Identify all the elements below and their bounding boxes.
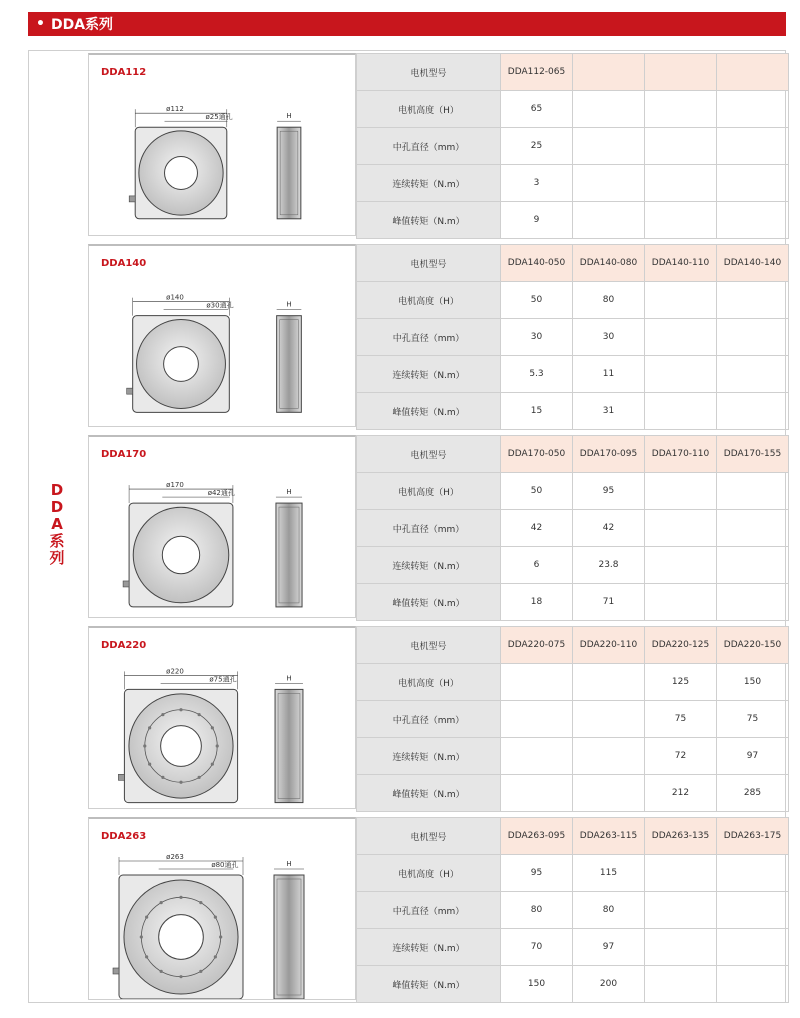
bolt-hole xyxy=(211,763,214,766)
value-cell: 42 xyxy=(501,510,573,547)
value-cell: 23.8 xyxy=(573,547,645,584)
value-cell xyxy=(645,319,717,356)
row-label: 电机高度（H） xyxy=(357,91,501,128)
bolt-hole xyxy=(161,776,164,779)
value-cell xyxy=(717,473,789,510)
value-cell: 72 xyxy=(645,738,717,775)
height-label: H xyxy=(286,860,292,868)
model-cell: DDA170-155 xyxy=(717,436,789,473)
bolt-hole xyxy=(198,713,201,716)
row-label: 连续转矩（N.m） xyxy=(357,547,501,584)
row-label: 电机高度（H） xyxy=(357,473,501,510)
model-cell: DDA140-140 xyxy=(717,245,789,282)
row-label: 峰值转矩（N.m） xyxy=(357,584,501,621)
model-cell xyxy=(573,54,645,91)
motor-side xyxy=(277,127,301,219)
model-title: DDA112 xyxy=(101,67,147,78)
table-row xyxy=(357,91,789,128)
series-label-char: A xyxy=(51,515,63,533)
value-cell xyxy=(645,356,717,393)
series-label-char: D xyxy=(50,498,64,516)
center-hole xyxy=(161,726,202,767)
table-row xyxy=(357,892,789,929)
table-row xyxy=(357,966,789,1003)
value-cell xyxy=(573,738,645,775)
model-block-dda263 xyxy=(88,817,786,1000)
model-title: DDA263 xyxy=(101,831,147,842)
diagram-area xyxy=(89,276,357,426)
value-cell xyxy=(645,473,717,510)
table-row xyxy=(357,319,789,356)
value-cell: 65 xyxy=(501,91,573,128)
bolt-hole xyxy=(179,975,182,978)
value-cell xyxy=(573,165,645,202)
value-cell xyxy=(717,966,789,1003)
value-cell: 30 xyxy=(573,319,645,356)
row-label: 连续转矩（N.m） xyxy=(357,356,501,393)
model-cell: DDA220-150 xyxy=(717,627,789,664)
value-cell xyxy=(645,128,717,165)
row-label: 电机高度（H） xyxy=(357,855,501,892)
value-cell xyxy=(717,892,789,929)
table-row xyxy=(357,701,789,738)
bolt-hole xyxy=(214,955,217,958)
bolt-hole xyxy=(143,744,146,747)
value-cell xyxy=(717,356,789,393)
value-cell: 95 xyxy=(501,855,573,892)
table-row xyxy=(357,165,789,202)
row-label: 连续转矩（N.m） xyxy=(357,929,501,966)
bolt-hole xyxy=(211,726,214,729)
table-row xyxy=(357,202,789,239)
value-cell: 50 xyxy=(501,473,573,510)
value-cell: 97 xyxy=(573,929,645,966)
model-cell: DDA263-095 xyxy=(501,818,573,855)
model-cell: DDA220-125 xyxy=(645,627,717,664)
diameter-label: ø170 xyxy=(166,481,184,490)
model-cell xyxy=(645,54,717,91)
row-label: 电机高度（H） xyxy=(357,664,501,701)
value-cell xyxy=(573,91,645,128)
row-label: 电机型号 xyxy=(357,436,501,473)
bolt-hole xyxy=(160,970,163,973)
value-cell: 97 xyxy=(717,738,789,775)
motor-side xyxy=(275,689,303,802)
bolt-hole xyxy=(179,708,182,711)
connector xyxy=(127,388,133,394)
model-block-dda220 xyxy=(88,626,786,809)
bolt-hole xyxy=(199,901,202,904)
value-cell xyxy=(573,775,645,812)
row-label: 电机型号 xyxy=(357,818,501,855)
value-cell xyxy=(645,282,717,319)
spec-table xyxy=(356,435,789,621)
table-row xyxy=(357,282,789,319)
side-view xyxy=(274,860,304,999)
diameter-label: ø140 xyxy=(166,293,184,302)
bolt-hole xyxy=(145,955,148,958)
height-label: H xyxy=(286,112,292,121)
height-label: H xyxy=(286,674,292,683)
model-block-dda170 xyxy=(88,435,786,618)
bolt-hole xyxy=(216,744,219,747)
value-cell xyxy=(717,929,789,966)
front-view xyxy=(127,294,234,413)
value-cell: 15 xyxy=(501,393,573,430)
value-cell xyxy=(501,775,573,812)
value-cell: 80 xyxy=(573,282,645,319)
model-cell: DDA170-050 xyxy=(501,436,573,473)
connector xyxy=(113,968,119,974)
spec-table xyxy=(356,626,789,812)
front-view xyxy=(118,667,237,802)
row-label: 中孔直径（mm） xyxy=(357,701,501,738)
spec-table xyxy=(356,817,789,1003)
value-cell xyxy=(645,929,717,966)
spec-table xyxy=(356,53,789,239)
row-label: 峰值转矩（N.m） xyxy=(357,775,501,812)
value-cell xyxy=(645,510,717,547)
model-cell: DDA263-135 xyxy=(645,818,717,855)
motor-side xyxy=(276,503,302,607)
value-cell: 95 xyxy=(573,473,645,510)
connector xyxy=(129,196,135,202)
model-cell xyxy=(717,54,789,91)
series-label-char: D xyxy=(50,481,64,499)
diameter-label: ø220 xyxy=(166,667,184,676)
value-cell xyxy=(645,91,717,128)
value-cell xyxy=(645,165,717,202)
bolt-hole xyxy=(161,713,164,716)
model-cell: DDA140-110 xyxy=(645,245,717,282)
row-label: 电机型号 xyxy=(357,245,501,282)
diameter-label: ø263 xyxy=(166,853,184,861)
value-cell: 18 xyxy=(501,584,573,621)
row-label: 电机高度（H） xyxy=(357,282,501,319)
bullet-icon: • xyxy=(36,16,45,32)
value-cell xyxy=(717,128,789,165)
value-cell: 3 xyxy=(501,165,573,202)
model-cell: DDA140-050 xyxy=(501,245,573,282)
connector xyxy=(118,774,124,780)
diagram-panel xyxy=(88,435,356,618)
value-cell: 9 xyxy=(501,202,573,239)
table-row xyxy=(357,245,789,282)
motor-diagram xyxy=(89,658,357,808)
row-label: 峰值转矩（N.m） xyxy=(357,393,501,430)
table-row xyxy=(357,818,789,855)
value-cell xyxy=(501,664,573,701)
value-cell xyxy=(573,701,645,738)
front-view xyxy=(113,853,243,999)
table-row xyxy=(357,775,789,812)
section-header xyxy=(28,12,786,36)
value-cell xyxy=(717,393,789,430)
value-cell: 5.3 xyxy=(501,356,573,393)
model-cell: DDA140-080 xyxy=(573,245,645,282)
center-hole xyxy=(165,157,198,190)
model-cell: DDA263-175 xyxy=(717,818,789,855)
row-label: 中孔直径（mm） xyxy=(357,892,501,929)
value-cell: 11 xyxy=(573,356,645,393)
value-cell xyxy=(573,128,645,165)
table-row xyxy=(357,393,789,430)
value-cell xyxy=(645,855,717,892)
row-label: 电机型号 xyxy=(357,54,501,91)
table-row xyxy=(357,356,789,393)
series-vertical-label xyxy=(42,482,72,567)
bolt-hole xyxy=(214,916,217,919)
value-cell: 71 xyxy=(573,584,645,621)
value-cell xyxy=(717,165,789,202)
value-cell xyxy=(717,91,789,128)
through-hole-label: ø42通孔 xyxy=(207,489,235,498)
value-cell xyxy=(573,664,645,701)
model-cell: DDA220-110 xyxy=(573,627,645,664)
row-label: 峰值转矩（N.m） xyxy=(357,966,501,1003)
side-view xyxy=(277,301,302,413)
value-cell xyxy=(717,584,789,621)
diagram-area xyxy=(89,849,357,999)
diagram-area xyxy=(89,85,357,235)
model-block-dda112 xyxy=(88,53,786,236)
bolt-hole xyxy=(219,935,222,938)
value-cell: 80 xyxy=(501,892,573,929)
value-cell: 125 xyxy=(645,664,717,701)
value-cell: 150 xyxy=(501,966,573,1003)
value-cell: 31 xyxy=(573,393,645,430)
table-row xyxy=(357,664,789,701)
front-view xyxy=(123,481,235,607)
table-row xyxy=(357,436,789,473)
value-cell: 75 xyxy=(645,701,717,738)
diagram-panel xyxy=(88,53,356,236)
side-view xyxy=(275,674,303,802)
value-cell xyxy=(717,282,789,319)
value-cell: 285 xyxy=(717,775,789,812)
motor-diagram xyxy=(89,467,357,617)
series-label-char: 系 xyxy=(49,532,65,550)
model-block-dda140 xyxy=(88,244,786,427)
motor-diagram xyxy=(89,849,357,999)
diagram-panel xyxy=(88,817,356,1000)
series-label-char: 列 xyxy=(49,549,65,567)
bolt-hole xyxy=(198,776,201,779)
spec-table xyxy=(356,244,789,430)
value-cell xyxy=(645,393,717,430)
value-cell xyxy=(501,738,573,775)
value-cell xyxy=(717,319,789,356)
connector xyxy=(123,581,129,587)
row-label: 连续转矩（N.m） xyxy=(357,165,501,202)
table-row xyxy=(357,855,789,892)
through-hole-label: ø80通孔 xyxy=(211,861,239,869)
center-hole xyxy=(162,536,199,573)
value-cell: 30 xyxy=(501,319,573,356)
value-cell: 150 xyxy=(717,664,789,701)
table-row xyxy=(357,584,789,621)
value-cell: 42 xyxy=(573,510,645,547)
value-cell xyxy=(501,701,573,738)
value-cell: 200 xyxy=(573,966,645,1003)
model-cell: DDA112-065 xyxy=(501,54,573,91)
table-row xyxy=(357,510,789,547)
through-hole-label: ø30通孔 xyxy=(206,301,234,310)
model-title: DDA140 xyxy=(101,258,147,269)
value-cell xyxy=(717,855,789,892)
motor-diagram xyxy=(89,276,357,426)
height-label: H xyxy=(286,300,292,309)
model-cell: DDA170-110 xyxy=(645,436,717,473)
value-cell xyxy=(645,584,717,621)
value-cell xyxy=(645,892,717,929)
table-row xyxy=(357,738,789,775)
center-hole xyxy=(159,915,204,960)
row-label: 电机型号 xyxy=(357,627,501,664)
value-cell xyxy=(645,966,717,1003)
value-cell xyxy=(573,202,645,239)
diagram-panel xyxy=(88,244,356,427)
motor-side xyxy=(277,316,302,413)
side-view xyxy=(276,488,302,607)
bolt-hole xyxy=(145,916,148,919)
model-cell: DDA263-115 xyxy=(573,818,645,855)
value-cell xyxy=(645,202,717,239)
motor-side xyxy=(274,875,304,999)
value-cell: 212 xyxy=(645,775,717,812)
row-label: 峰值转矩（N.m） xyxy=(357,202,501,239)
through-hole-label: ø75通孔 xyxy=(209,675,237,684)
bolt-hole xyxy=(179,781,182,784)
table-row xyxy=(357,929,789,966)
center-hole xyxy=(164,347,199,382)
section-title: DDA系列 xyxy=(50,17,114,33)
table-row xyxy=(357,128,789,165)
bolt-hole xyxy=(140,935,143,938)
value-cell: 6 xyxy=(501,547,573,584)
row-label: 中孔直径（mm） xyxy=(357,510,501,547)
bolt-hole xyxy=(148,763,151,766)
bolt-hole xyxy=(148,726,151,729)
model-cell: DDA170-095 xyxy=(573,436,645,473)
table-row xyxy=(357,54,789,91)
side-view xyxy=(277,112,301,219)
value-cell xyxy=(717,510,789,547)
model-title: DDA170 xyxy=(101,449,147,460)
value-cell: 70 xyxy=(501,929,573,966)
table-row xyxy=(357,547,789,584)
value-cell: 115 xyxy=(573,855,645,892)
value-cell: 50 xyxy=(501,282,573,319)
front-view xyxy=(129,105,232,219)
value-cell xyxy=(645,547,717,584)
bolt-hole xyxy=(179,896,182,899)
table-row xyxy=(357,473,789,510)
value-cell: 75 xyxy=(717,701,789,738)
row-label: 中孔直径（mm） xyxy=(357,319,501,356)
diagram-panel xyxy=(88,626,356,809)
diagram-area xyxy=(89,658,357,808)
value-cell xyxy=(717,547,789,584)
row-label: 中孔直径（mm） xyxy=(357,128,501,165)
motor-diagram xyxy=(89,85,357,235)
diagram-area xyxy=(89,467,357,617)
row-label: 连续转矩（N.m） xyxy=(357,738,501,775)
value-cell xyxy=(717,202,789,239)
table-row xyxy=(357,627,789,664)
through-hole-label: ø25通孔 xyxy=(205,113,233,122)
value-cell: 25 xyxy=(501,128,573,165)
bolt-hole xyxy=(160,901,163,904)
height-label: H xyxy=(286,488,292,497)
diameter-label: ø112 xyxy=(166,105,184,114)
value-cell: 80 xyxy=(573,892,645,929)
model-title: DDA220 xyxy=(101,640,147,651)
model-cell: DDA220-075 xyxy=(501,627,573,664)
bolt-hole xyxy=(199,970,202,973)
